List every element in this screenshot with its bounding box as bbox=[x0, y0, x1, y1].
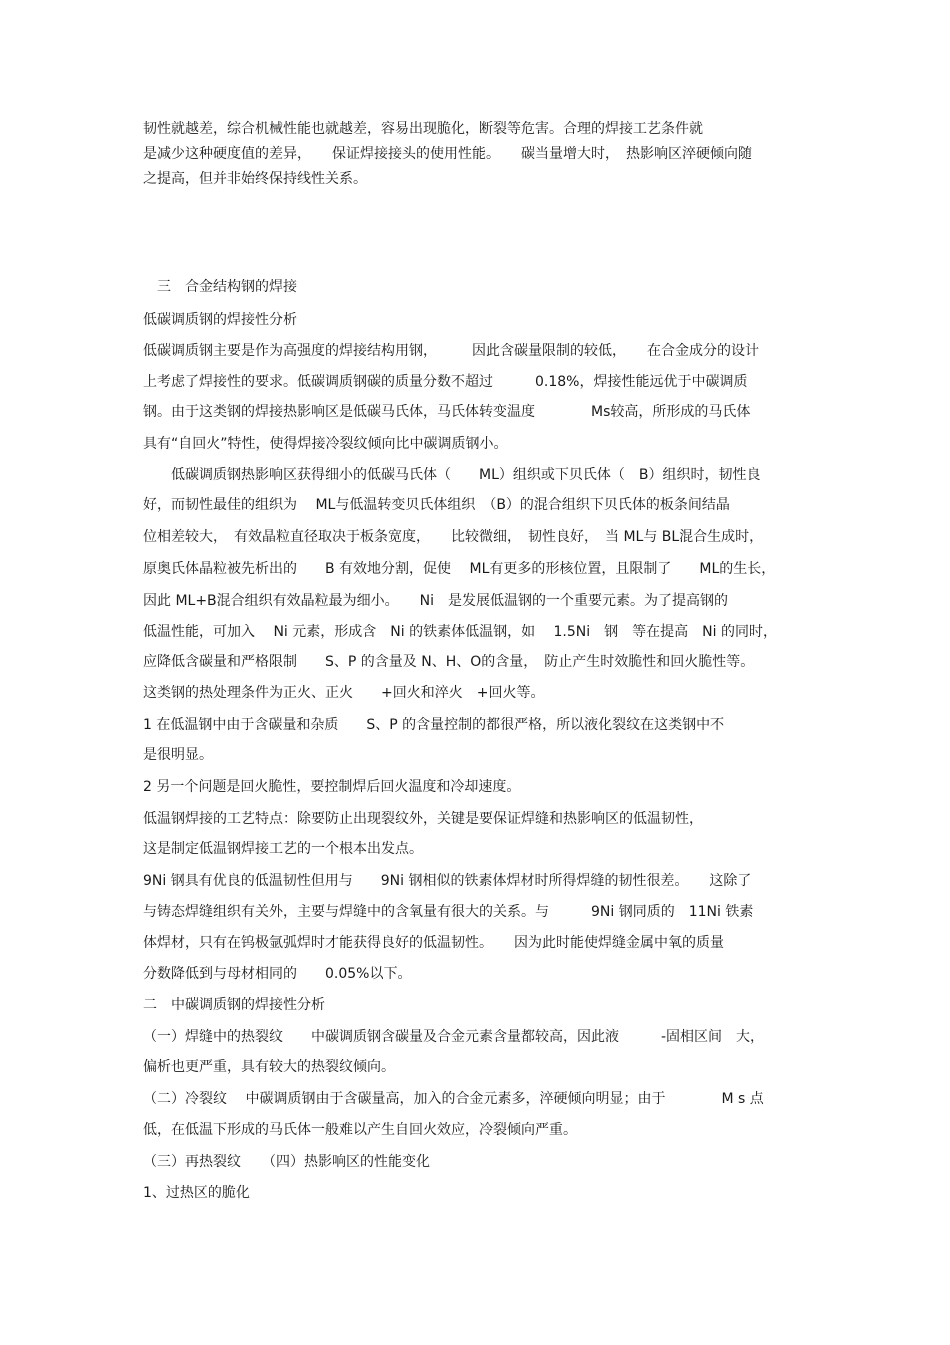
text-line: 上考虑了焊接性的要求。低碳调质钢碳的质量分数不超过 0.18%，焊接性能远优于中碳调质 bbox=[143, 374, 748, 390]
text-line: 体焊材，只有在钨极氩弧焊时才能获得良好的低温韧性。 因为此时能使焊缝金属中氧的质量 bbox=[143, 935, 724, 951]
text-line: 低碳调质钢主要是作为高强度的焊接结构用钢， 因此含碳量限制的较低， 在合金成分的设计 bbox=[143, 343, 759, 359]
subsection-heading: 低碳调质钢的焊接性分析 bbox=[143, 312, 297, 328]
text-line: 2 另一个问题是回火脆性，要控制焊后回火温度和冷却速度。 bbox=[143, 779, 521, 795]
text-line: 韧性就越差，综合机械性能也就越差，容易出现脆化，断裂等危害。合理的焊接工艺条件就 bbox=[143, 121, 703, 137]
text-line: 这类钢的热处理条件为正火、正火 +回火和淬火 +回火等。 bbox=[143, 685, 545, 701]
text-line: 低，在低温下形成的马氏体一般难以产生自回火效应，冷裂倾向严重。 bbox=[143, 1122, 577, 1138]
text-line: 低碳调质钢热影响区获得细小的低碳马氏体（ ML）组织或下贝氏体（ B）组织时，韧性良 bbox=[143, 467, 761, 483]
text-line: 1 在低温钢中由于含碳量和杂质 S、P 的含量控制的都很严格，所以液化裂纹在这类钢中不 bbox=[143, 717, 725, 733]
text-line: （一）焊缝中的热裂纹 中碳调质钢含碳量及合金元素含量都较高，因此液 -固相区间 大， bbox=[143, 1029, 765, 1045]
text-line: （三）再热裂纹 （四）热影响区的性能变化 bbox=[143, 1154, 430, 1170]
text-line: 钢。由于这类钢的焊接热影响区是低碳马氏体，马氏体转变温度 Ms较高，所形成的马氏体 bbox=[143, 404, 751, 420]
text-line: 好，而韧性最佳的组织为 ML与低温转变贝氏体组织 （B）的混合组织下贝氏体的板条间结晶 bbox=[143, 497, 730, 513]
text-line: 低温钢焊接的工艺特点：除要防止出现裂纹外，关键是要保证焊缝和热影响区的低温韧性， bbox=[143, 811, 703, 827]
text-line: 是很明显。 bbox=[143, 747, 213, 763]
text-line: 低温性能，可加入 Ni 元素，形成含 Ni 的铁素体低温钢，如 1.5Ni 钢 等在提高 Ni 的同时， bbox=[143, 624, 777, 640]
text-line: 具有“自回火”特性，使得焊接冷裂纹倾向比中碳调质钢小。 bbox=[143, 436, 508, 452]
text-line: 这是制定低温钢焊接工艺的一个根本出发点。 bbox=[143, 841, 423, 857]
section-heading: 三 合金结构钢的焊接 bbox=[143, 279, 297, 295]
text-line: 偏析也更严重，具有较大的热裂纹倾向。 bbox=[143, 1059, 395, 1075]
text-line: 原奥氏体晶粒被先析出的 B 有效地分割，促使 ML有更多的形核位置，且限制了 ML的生长， bbox=[143, 561, 776, 577]
text-line: 位相差较大， 有效晶粒直径取决于板条宽度， 比较微细， 韧性良好， 当 ML与 BL混合生成时， bbox=[143, 529, 764, 545]
text-line: 分数降低到与母材相同的 0.05%以下。 bbox=[143, 966, 412, 982]
text-line: 是减少这种硬度值的差异， 保证焊接接头的使用性能。 碳当量增大时， 热影响区淬硬倾向随 bbox=[143, 146, 752, 162]
text-line: 与铸态焊缝组织有关外，主要与焊缝中的含氧量有很大的关系。与 9Ni 钢同质的 11Ni 铁素 bbox=[143, 904, 754, 920]
text-line: （二）冷裂纹 中碳调质钢由于含碳量高，加入的合金元素多，淬硬倾向明显；由于 M s 点 bbox=[143, 1091, 764, 1107]
text-line: 因此 ML+B混合组织有效晶粒最为细小。 Ni 是发展低温钢的一个重要元素。为了提高钢的 bbox=[143, 593, 729, 609]
text-line: 9Ni 钢具有优良的低温韧性但用与 9Ni 钢相似的铁素体焊材时所得焊缝的韧性很差。 这除了 bbox=[143, 873, 752, 889]
text-line: 之提高，但并非始终保持线性关系。 bbox=[143, 171, 367, 187]
text-line: 1、过热区的脆化 bbox=[143, 1185, 250, 1201]
text-line: 应降低含碳量和严格限制 S、P 的含量及 N、H、O的含量， 防止产生时效脆性和回火脆性等。 bbox=[143, 654, 755, 670]
section-heading: 二 中碳调质钢的焊接性分析 bbox=[143, 997, 325, 1013]
